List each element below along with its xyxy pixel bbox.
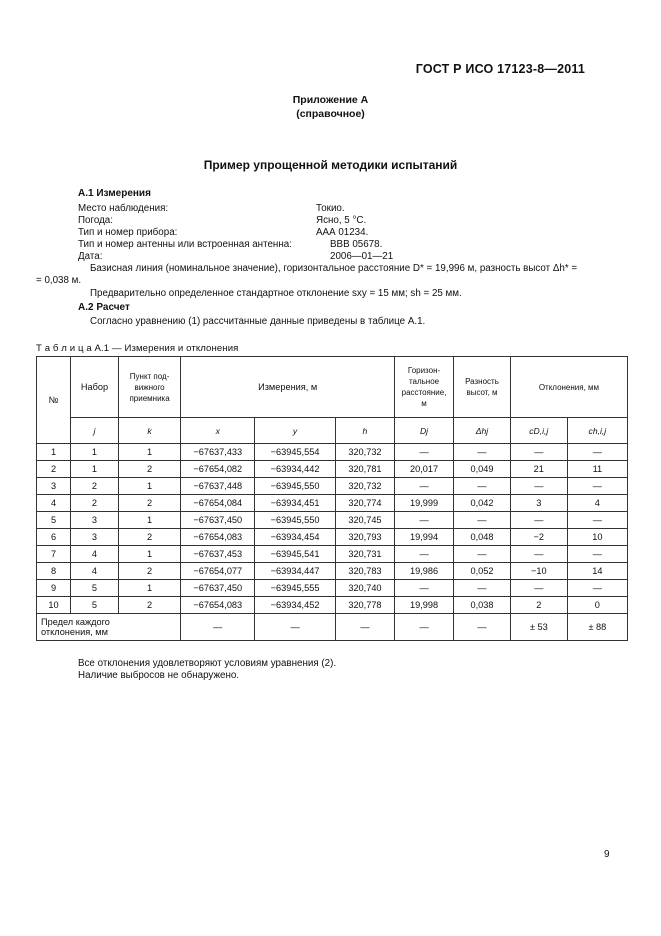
subheader-cell: j (71, 418, 119, 444)
info-label: Тип и номер прибора: (78, 227, 178, 238)
table-cell: −67637,433 (181, 444, 255, 461)
limit-cell: — (335, 614, 394, 641)
table-cell: 19,986 (394, 563, 453, 580)
table-cell: 4 (71, 546, 119, 563)
table-cell: 14 (567, 563, 627, 580)
col-header-deviations: Отклонения, мм (510, 357, 627, 418)
table-limit-row (37, 614, 628, 641)
table-cell: −67654,077 (181, 563, 255, 580)
table-cell: 1 (71, 444, 119, 461)
table-cell: 6 (37, 529, 71, 546)
subheader-cell: ch,i,j (567, 418, 627, 444)
table-row (37, 461, 628, 478)
table-cell: — (567, 478, 627, 495)
table-row (37, 478, 628, 495)
table-row (37, 495, 628, 512)
table-cell: 320,731 (335, 546, 394, 563)
table-cell: 3 (71, 529, 119, 546)
table-cell: — (454, 512, 511, 529)
table-cell: 7 (37, 546, 71, 563)
table-cell: −67654,084 (181, 495, 255, 512)
table-cell: — (510, 512, 567, 529)
info-label: Тип и номер антенны или встроенная антенна: (78, 239, 292, 250)
table-cell: −67654,083 (181, 529, 255, 546)
table-cell: −67637,448 (181, 478, 255, 495)
table-cell: — (394, 580, 453, 597)
document-id: ГОСТ Р ИСО 17123-8—2011 (415, 62, 585, 76)
table-cell: — (567, 580, 627, 597)
baseline-text-cont: = 0,038 м. (36, 275, 82, 286)
table-subheader-row (37, 418, 628, 444)
table-cell: 1 (37, 444, 71, 461)
table-cell: 10 (37, 597, 71, 614)
table-cell: 0,048 (454, 529, 511, 546)
table-cell: 1 (118, 580, 181, 597)
table-cell: 1 (118, 478, 181, 495)
table-cell: 19,994 (394, 529, 453, 546)
table-row (37, 444, 628, 461)
table-row (37, 597, 628, 614)
section-a1-heading: А.1 Измерения (78, 188, 151, 199)
conclusion-text: Все отклонения удовлетворяют условиям уравнения (2). (78, 658, 337, 669)
info-label: Дата: (78, 251, 103, 262)
table-cell: — (454, 546, 511, 563)
stddev-text: Предварительно определенное стандартное отклонение sxy = 15 мм; sh = 25 мм. (90, 288, 462, 299)
table-cell: 320,745 (335, 512, 394, 529)
table-cell: −10 (510, 563, 567, 580)
limit-cell: — (394, 614, 453, 641)
table-cell: −63934,451 (255, 495, 336, 512)
table-cell: 1 (118, 546, 181, 563)
table-cell: 320,740 (335, 580, 394, 597)
table-cell: 3 (510, 495, 567, 512)
subheader-cell: cD,i,j (510, 418, 567, 444)
table-cell: — (510, 478, 567, 495)
table-cell: 4 (567, 495, 627, 512)
info-label: Место наблюдения: (78, 203, 169, 214)
subheader-cell: y (255, 418, 336, 444)
table-cell: 0,052 (454, 563, 511, 580)
table-header-row (37, 357, 628, 418)
table-cell: 3 (37, 478, 71, 495)
table-body (37, 444, 628, 614)
table-cell: — (454, 478, 511, 495)
limit-cell: — (454, 614, 511, 641)
table-cell: −63945,554 (255, 444, 336, 461)
table-cell: — (510, 580, 567, 597)
table-cell: 9 (37, 580, 71, 597)
table-cell: −67637,453 (181, 546, 255, 563)
table-row (37, 546, 628, 563)
table-cell: 2 (71, 495, 119, 512)
table-cell: −67654,082 (181, 461, 255, 478)
table-cell: 4 (37, 495, 71, 512)
table-cell: — (394, 512, 453, 529)
table-cell: — (394, 444, 453, 461)
table-cell: 320,781 (335, 461, 394, 478)
table-cell: −63934,447 (255, 563, 336, 580)
table-cell: 320,793 (335, 529, 394, 546)
table-row (37, 563, 628, 580)
table-cell: −67637,450 (181, 512, 255, 529)
table-cell: 1 (118, 444, 181, 461)
table-cell: 0,042 (454, 495, 511, 512)
table-cell: −63945,550 (255, 478, 336, 495)
info-value: BBB 05678. (330, 239, 383, 250)
table-cell: 320,778 (335, 597, 394, 614)
table-cell: −63945,550 (255, 512, 336, 529)
appendix-subtitle: (справочное) (296, 108, 365, 120)
table-cell: 1 (118, 512, 181, 529)
table-cell: 5 (71, 580, 119, 597)
col-header-num: № (37, 357, 71, 444)
calculation-text: Согласно уравнению (1) рассчитанные данные приведены в таблице А.1. (90, 316, 426, 327)
table-cell: 2 (510, 597, 567, 614)
col-header-horizontal: Горизон- тальное расстояние, м (394, 357, 453, 418)
table-cell: 2 (37, 461, 71, 478)
table-cell: 5 (71, 597, 119, 614)
table-row (37, 580, 628, 597)
subheader-cell: Δhj (454, 418, 511, 444)
col-header-measurements: Измерения, м (181, 357, 395, 418)
table-cell: 10 (567, 529, 627, 546)
table-cell: 2 (118, 563, 181, 580)
subheader-cell: x (181, 418, 255, 444)
table-cell: −63945,541 (255, 546, 336, 563)
table-cell: 21 (510, 461, 567, 478)
table-cell: 2 (118, 495, 181, 512)
table-row (37, 512, 628, 529)
table-cell: 3 (71, 512, 119, 529)
table-cell: 20,017 (394, 461, 453, 478)
col-header-set: Набор (71, 357, 119, 418)
table-cell: 2 (118, 461, 181, 478)
table-cell: — (394, 546, 453, 563)
table-cell: 1 (71, 461, 119, 478)
table-row (37, 529, 628, 546)
baseline-text: Базисная линия (номинальное значение), горизонтальное расстояние D* = 19,996 м, разность высот Δh* = (90, 263, 578, 274)
table-cell: 8 (37, 563, 71, 580)
table-cell: −2 (510, 529, 567, 546)
limit-cell: ± 53 (510, 614, 567, 641)
table-cell: −67654,083 (181, 597, 255, 614)
limit-cell: — (181, 614, 255, 641)
limit-cell: ± 88 (567, 614, 627, 641)
table-cell: 0,038 (454, 597, 511, 614)
table-cell: 2 (71, 478, 119, 495)
section-a2-heading: А.2 Расчет (78, 302, 130, 313)
table-cell: 320,732 (335, 478, 394, 495)
table-cell: 19,998 (394, 597, 453, 614)
page-title: Пример упрощенной методики испытаний (203, 158, 458, 172)
info-value: ААА 01234. (316, 227, 369, 238)
table-cell: — (510, 546, 567, 563)
table-cell: 320,774 (335, 495, 394, 512)
info-label: Погода: (78, 215, 113, 226)
table-cell: 2 (118, 529, 181, 546)
table-cell: 0 (567, 597, 627, 614)
table-cell: −63934,454 (255, 529, 336, 546)
info-value: Токио. (316, 203, 345, 214)
table-cell: — (454, 580, 511, 597)
col-header-height-diff: Разность высот, м (454, 357, 511, 418)
limit-label: Предел каждого отклонения, мм (37, 614, 181, 641)
table-cell: −63934,442 (255, 461, 336, 478)
table-cell: −63945,555 (255, 580, 336, 597)
appendix-title: Приложение А (292, 94, 369, 106)
table-cell: — (394, 478, 453, 495)
table-cell: 4 (71, 563, 119, 580)
info-value: 2006—01—21 (330, 251, 394, 262)
page-number: 9 (604, 849, 610, 860)
table-cell: 5 (37, 512, 71, 529)
table-cell: — (567, 546, 627, 563)
table-cell: −63934,452 (255, 597, 336, 614)
table-cell: 11 (567, 461, 627, 478)
info-value: Ясно, 5 °С. (316, 215, 367, 226)
subheader-cell: Dj (394, 418, 453, 444)
table-cell: — (567, 512, 627, 529)
table-cell: — (567, 444, 627, 461)
table-cell: 320,732 (335, 444, 394, 461)
table-cell: — (510, 444, 567, 461)
table-cell: −67637,450 (181, 580, 255, 597)
table-caption: Т а б л и ц а А.1 — Измерения и отклонения (36, 343, 239, 354)
subheader-cell: h (335, 418, 394, 444)
table-cell: 2 (118, 597, 181, 614)
table-cell: 19,999 (394, 495, 453, 512)
measurements-table (36, 356, 628, 641)
col-header-rover: Пункт под- вижного приемника (118, 357, 181, 418)
subheader-cell: k (118, 418, 181, 444)
table-cell: 0,049 (454, 461, 511, 478)
table-cell: 320,783 (335, 563, 394, 580)
table-cell: — (454, 444, 511, 461)
conclusion-text: Наличие выбросов не обнаружено. (78, 670, 240, 681)
limit-cell: — (255, 614, 336, 641)
